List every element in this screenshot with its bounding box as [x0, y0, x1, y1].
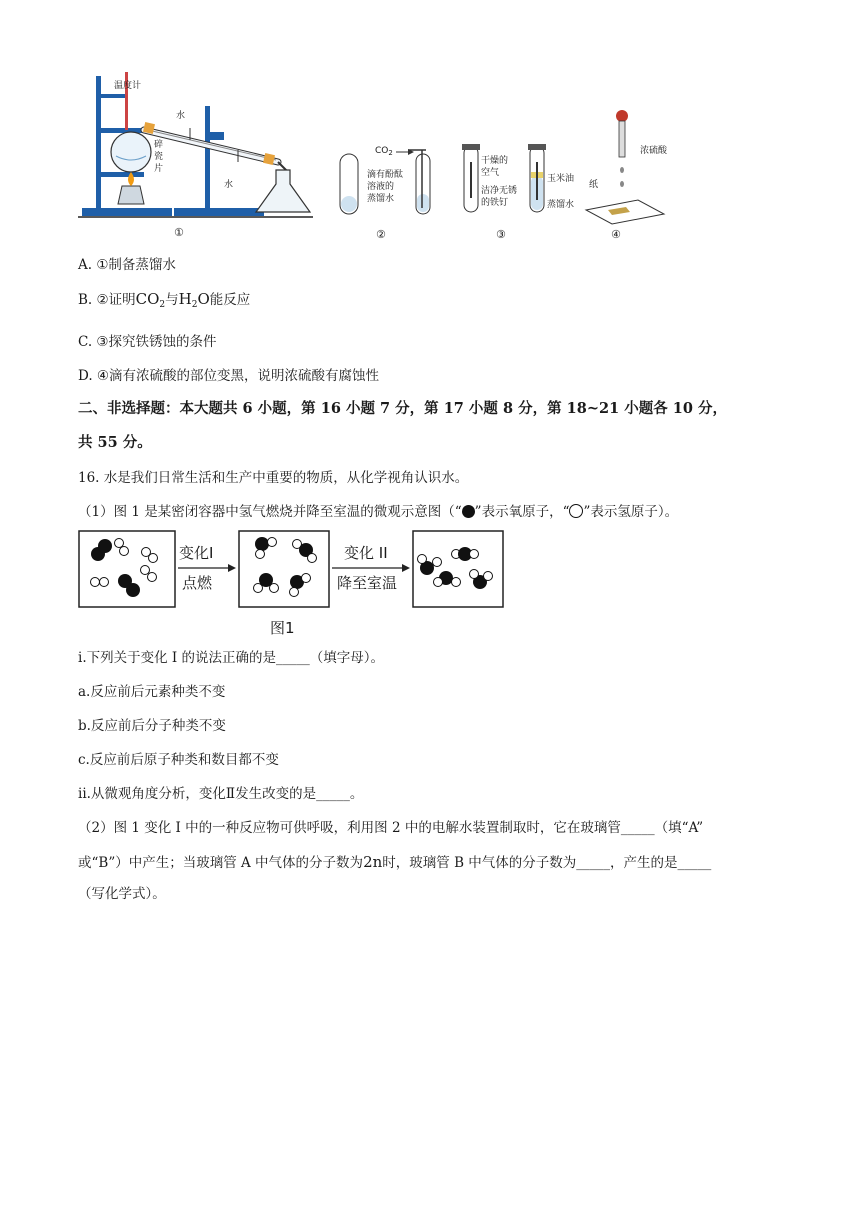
- co2-label: $CO_2$: [375, 146, 393, 157]
- distilled-water-label: 蒸馏水: [547, 200, 575, 210]
- dry-air-label-1: 干燥的: [481, 156, 509, 166]
- corn-oil-label: 玉米油: [547, 174, 575, 184]
- water-out-label: 水: [224, 180, 234, 190]
- option-d: D. ④滴有浓硫酸的部位变黑，说明浓硫酸有腐蚀性: [78, 368, 380, 384]
- figure-caption-1: ①: [174, 226, 184, 239]
- figure-caption-4: ④: [611, 228, 621, 241]
- question-16-sub-i: i.下列关于变化 I 的说法正确的是_____（填字母）。: [78, 650, 385, 666]
- change-2-label: 变化 II: [344, 544, 388, 562]
- paper-label: 纸: [589, 180, 599, 190]
- option-c: C. ③探究铁锈蚀的条件: [78, 334, 217, 350]
- hydrogen-atom-icon: [569, 504, 583, 518]
- nail-label-1: 洁净无锈: [481, 186, 518, 196]
- option-a: A. ①制备蒸馏水: [78, 257, 176, 273]
- figure-1-caption: 图1: [270, 619, 295, 637]
- chips-label-3: 片: [154, 164, 164, 174]
- section-header-line-2: 共 55 分。: [78, 434, 152, 451]
- choice-b: b.反应前后分子种类不变: [78, 718, 226, 734]
- choice-a: a.反应前后元素种类不变: [78, 684, 226, 700]
- question-16-stem: 16. 水是我们日常生活和生产中重要的物质，从化学视角认识水。: [78, 470, 469, 486]
- sulfuric-acid-label: 浓硫酸: [640, 146, 668, 156]
- oxygen-atom-icon: [462, 505, 475, 518]
- apparatus-figure: [78, 66, 688, 246]
- question-16-part-2-line-3: （写化学式）。: [78, 886, 166, 902]
- change-1-label: 变化I: [179, 544, 214, 562]
- question-16-part-2-line-1: （2）图 1 变化 I 中的一种反应物可供呼吸，利用图 2 中的电解水装置制取时，它在玻璃管_____（填“A”: [78, 820, 704, 836]
- dry-air-label-2: 空气: [481, 168, 500, 178]
- question-16-sub-ii: ii.从微观角度分析，变化Ⅱ发生改变的是_____。: [78, 786, 364, 802]
- phenolphthalein-label-3: 蒸馏水: [367, 194, 395, 204]
- phenolphthalein-label-2: 溶液的: [367, 182, 395, 192]
- figure-1-diagram: [78, 530, 508, 614]
- water-in-label: 水: [176, 111, 186, 121]
- molecule-diagram-drawing: [78, 530, 508, 614]
- figure-caption-2: ②: [376, 228, 386, 241]
- chips-label-1: 碎: [154, 140, 164, 150]
- question-16-part-2-line-2: 或“B”）中产生；当玻璃管 A 中气体的分子数为2n时，玻璃管 B 中气体的分子数为_____，产生的是_____: [78, 853, 712, 871]
- figure-caption-3: ③: [496, 228, 506, 241]
- section-header-line-1: 二、非选择题：本大题共 6 小题，第 16 小题 7 分，第 17 小题 8 分，第 18~21 小题各 10 分，: [78, 400, 727, 417]
- phenolphthalein-label-1: 滴有酚酞: [367, 170, 404, 180]
- choice-c: c.反应前后原子种类和数目都不变: [78, 752, 279, 768]
- cool-to-room-temp-label: 降至室温: [337, 574, 398, 592]
- chips-label-2: 瓷: [154, 152, 164, 162]
- question-16-part-1: （1）图 1 是某密闭容器中氢气燃烧并降至室温的微观示意图（“ ”表示氧原子，“ ”表示氢原子）。: [78, 504, 679, 520]
- nail-label-2: 的铁钉: [481, 198, 509, 208]
- ignition-label: 点燃: [182, 574, 213, 592]
- thermometer-label: 温度计: [114, 81, 142, 91]
- option-b: B. ②证明$CO_2$与$H_2O$能反应: [78, 290, 251, 310]
